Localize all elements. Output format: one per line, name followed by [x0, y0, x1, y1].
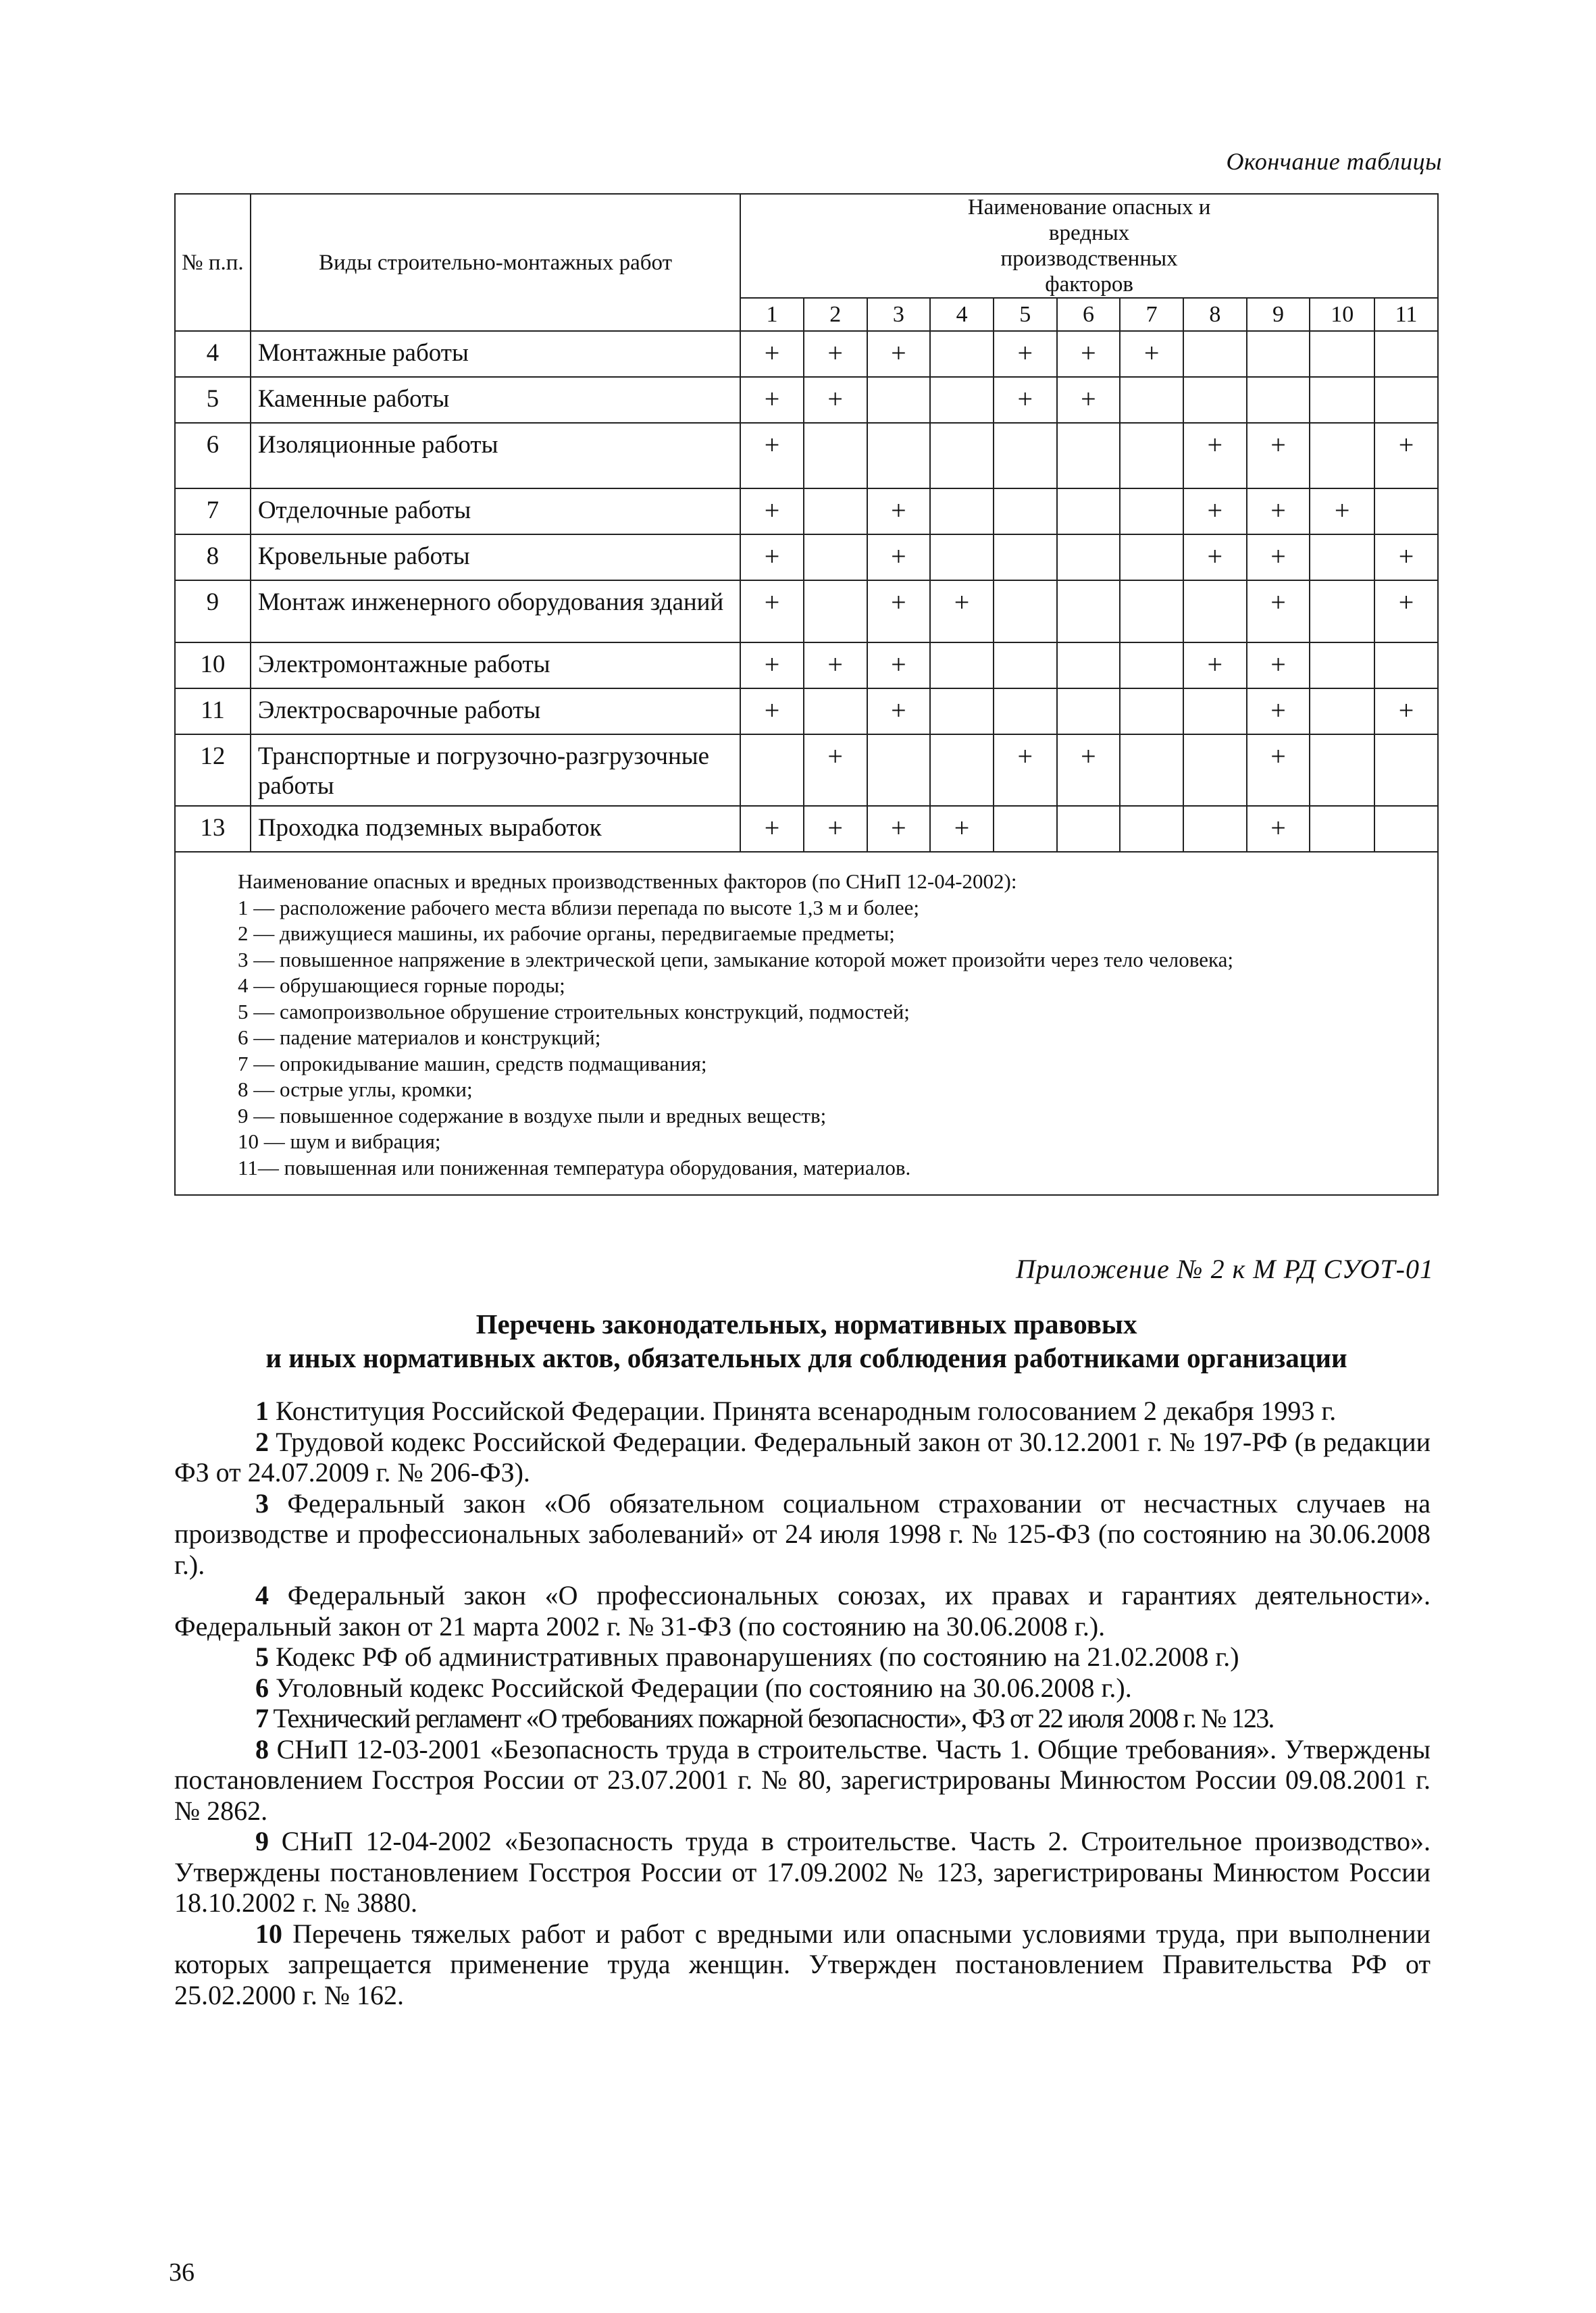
factor-mark-cell: [1374, 806, 1438, 852]
factor-mark-cell: [1120, 488, 1183, 534]
factor-mark-cell: [740, 734, 804, 806]
table-row: [175, 423, 1438, 488]
factor-mark-cell: [994, 806, 1057, 852]
legend-line: 7 — опрокидывание машин, средств подмащивания;: [238, 1051, 707, 1075]
factor-mark-cell: +: [804, 642, 867, 688]
factor-number-header: 9: [1247, 298, 1310, 331]
list-item: [174, 1488, 1431, 1581]
factor-mark-cell: +: [1247, 688, 1310, 734]
factor-mark-cell: [1057, 488, 1121, 534]
factor-mark-cell: [1247, 377, 1310, 423]
list-item: [174, 1396, 1431, 1427]
factor-mark-cell: [994, 534, 1057, 580]
legend-cell: [175, 852, 1438, 1195]
factor-mark-cell: [994, 642, 1057, 688]
factor-mark-cell: [1374, 377, 1438, 423]
factor-mark-cell: [930, 423, 994, 488]
factor-mark-cell: [994, 488, 1057, 534]
factor-mark-cell: [1310, 734, 1374, 806]
factor-mark-cell: +: [867, 806, 931, 852]
table-row: [175, 642, 1438, 688]
factor-mark-cell: [804, 423, 867, 488]
table-row: [175, 688, 1438, 734]
factor-mark-cell: [1057, 642, 1121, 688]
factor-number-header: 6: [1057, 298, 1121, 331]
factor-mark-cell: +: [867, 331, 931, 377]
factor-mark-cell: +: [740, 423, 804, 488]
row-number-cell: 4: [175, 331, 251, 377]
list-item-text: Трудовой кодекс Российской Федерации. Федеральный закон от 30.12.2001 г. № 197-РФ (в редакции ФЗ от 24.07.2009 г. № 206-ФЗ).: [174, 1426, 1431, 1488]
table-row: [175, 534, 1438, 580]
factor-mark-cell: [1310, 642, 1374, 688]
factor-number-header: 8: [1183, 298, 1247, 331]
factor-mark-cell: [1057, 688, 1121, 734]
row-number-cell: 8: [175, 534, 251, 580]
table-row: [175, 806, 1438, 852]
table-row: [175, 488, 1438, 534]
work-type-cell: Кровельные работы: [251, 534, 740, 580]
list-item-text: Федеральный закон «Об обязательном социальном страховании от несчастных случаев на производстве и профессиональных заболеваний» от 24 июля 1998 г. № 125-ФЗ (по состоянию на 30.06.2008 г.).: [174, 1488, 1431, 1580]
factor-mark-cell: [1183, 580, 1247, 642]
list-item-text: Перечень тяжелых работ и работ с вредными или опасными условиями труда, при выполнении которых запрещается применение труда женщин. Утвержден постановлением Правительства РФ от 25.02.2000 г. № 162.: [174, 1918, 1431, 2010]
list-item: [174, 1673, 1431, 1704]
factor-mark-cell: +: [1120, 331, 1183, 377]
factor-number-header: 3: [867, 298, 931, 331]
work-type-cell: Электросварочные работы: [251, 688, 740, 734]
list-item-number: 5: [255, 1642, 269, 1672]
list-item: [174, 1826, 1431, 1918]
list-item-number: 1: [255, 1396, 269, 1426]
document-title-line-1: Перечень законодательных, нормативных правовых: [475, 1308, 1137, 1340]
factor-mark-cell: +: [1057, 734, 1121, 806]
factor-mark-cell: [1120, 642, 1183, 688]
factor-mark-cell: +: [1057, 331, 1121, 377]
list-item-number: 7: [255, 1703, 268, 1733]
factor-mark-cell: +: [1374, 534, 1438, 580]
factor-mark-cell: [1374, 642, 1438, 688]
factor-mark-cell: [994, 423, 1057, 488]
factor-mark-cell: +: [994, 331, 1057, 377]
factor-mark-cell: +: [804, 331, 867, 377]
row-number-cell: 5: [175, 377, 251, 423]
factor-mark-cell: +: [740, 806, 804, 852]
hazard-factors-table: [174, 193, 1439, 1196]
work-type-cell: Монтаж инженерного оборудования зданий: [251, 580, 740, 642]
legend-line: 11— повышенная или пониженная температура оборудования, материалов.: [238, 1155, 911, 1179]
factor-mark-cell: [1310, 423, 1374, 488]
factor-mark-cell: +: [1374, 423, 1438, 488]
factor-number-header: 11: [1374, 298, 1438, 331]
factor-mark-cell: [1374, 734, 1438, 806]
factor-mark-cell: [930, 642, 994, 688]
row-number-cell: 6: [175, 423, 251, 488]
table-row: [175, 734, 1438, 806]
factor-mark-cell: [994, 688, 1057, 734]
factor-mark-cell: +: [1183, 488, 1247, 534]
factor-number-header: 2: [804, 298, 867, 331]
factor-mark-cell: +: [740, 688, 804, 734]
factor-mark-cell: [804, 580, 867, 642]
factor-mark-cell: +: [867, 534, 931, 580]
factor-mark-cell: [1120, 734, 1183, 806]
factor-number-header: 1: [740, 298, 804, 331]
appendix-label: Приложение № 2 к М РД СУОТ-01: [1016, 1254, 1434, 1284]
factor-mark-cell: [1120, 580, 1183, 642]
factor-mark-cell: +: [740, 488, 804, 534]
list-item-number: 8: [255, 1733, 269, 1764]
document-title: [174, 1307, 1439, 1375]
document-list: [174, 1396, 1431, 2010]
list-item: [174, 1580, 1431, 1642]
factor-mark-cell: +: [1247, 423, 1310, 488]
factor-number-header: 7: [1120, 298, 1183, 331]
legend-line: 2 — движущиеся машины, их рабочие органы, передвигаемые предметы;: [238, 921, 895, 945]
factor-mark-cell: +: [740, 377, 804, 423]
work-type-cell: Каменные работы: [251, 377, 740, 423]
list-item-text: СНиП 12-03-2001 «Безопасность труда в строительстве. Часть 1. Общие требования». Утверждены постановлением Госстроя России от 23.07.2001 г. № 80, зарегистрированы Минюстом России 09.08.2001 г. № 2862.: [174, 1733, 1431, 1826]
factor-mark-cell: +: [994, 734, 1057, 806]
factor-mark-cell: [1057, 580, 1121, 642]
factor-mark-cell: [1183, 734, 1247, 806]
list-item-number: 2: [255, 1426, 269, 1457]
factor-mark-cell: [1183, 806, 1247, 852]
table-row: [175, 331, 1438, 377]
continuation-note: Окончание таблицы: [1226, 148, 1442, 175]
factor-mark-cell: [1310, 806, 1374, 852]
factor-mark-cell: [1183, 331, 1247, 377]
table-header-row: [175, 194, 1438, 298]
list-item-number: 4: [255, 1580, 269, 1610]
factor-mark-cell: [1057, 423, 1121, 488]
row-number-cell: 9: [175, 580, 251, 642]
legend-line: 8 — острые углы, кромки;: [238, 1077, 473, 1101]
factor-mark-cell: [994, 580, 1057, 642]
factor-mark-cell: +: [930, 806, 994, 852]
factor-mark-cell: [930, 734, 994, 806]
factor-mark-cell: +: [1247, 734, 1310, 806]
row-number-cell: 7: [175, 488, 251, 534]
factor-mark-cell: [1183, 688, 1247, 734]
work-type-cell: Транспортные и погрузочно-разгрузочные работы: [251, 734, 740, 806]
legend-line: 4 — обрушающиеся горные породы;: [238, 973, 565, 997]
factor-number-header: 5: [994, 298, 1057, 331]
factor-mark-cell: +: [1247, 580, 1310, 642]
factor-mark-cell: +: [1183, 534, 1247, 580]
list-item: [174, 1703, 1431, 1734]
factor-mark-cell: +: [740, 642, 804, 688]
factor-mark-cell: [804, 688, 867, 734]
list-item: [174, 1734, 1431, 1827]
row-number-cell: 11: [175, 688, 251, 734]
factor-mark-cell: [1183, 377, 1247, 423]
page-number: 36: [169, 2258, 195, 2287]
factor-mark-cell: +: [1374, 688, 1438, 734]
factor-mark-cell: +: [930, 580, 994, 642]
factor-mark-cell: [930, 534, 994, 580]
factor-mark-cell: [1057, 534, 1121, 580]
list-item-text: Технический регламент «О требованиях пожарной безопасности», ФЗ от 22 июля 2008 г. № 123.: [273, 1703, 1274, 1733]
factor-mark-cell: +: [804, 377, 867, 423]
legend-line: 5 — самопроизвольное обрушение строительных конструкций, подмостей;: [238, 999, 910, 1023]
legend-line: 3 — повышенное напряжение в электрической цепи, замыкание которой может произойти через тело человека;: [238, 947, 1233, 971]
factor-number-header: 4: [930, 298, 994, 331]
factor-mark-cell: +: [867, 642, 931, 688]
legend-line: 1 — расположение рабочего места вблизи перепада по высоте 1,3 м и более;: [238, 895, 919, 919]
work-type-cell: Отделочные работы: [251, 488, 740, 534]
document-title-line-2: и иных нормативных актов, обязательных для соблюдения работниками организации: [265, 1342, 1347, 1373]
factor-mark-cell: [930, 377, 994, 423]
list-item-text: СНиП 12-04-2002 «Безопасность труда в строительстве. Часть 2. Строительное производство». Утверждены постановлением Госстроя России от 17.09.2002 № 123, зарегистрированы Минюстом России 18.10.2002 г. № 3880.: [174, 1826, 1431, 1918]
factor-mark-cell: [804, 488, 867, 534]
factor-mark-cell: +: [1183, 642, 1247, 688]
factor-mark-cell: [1247, 331, 1310, 377]
factor-mark-cell: [867, 377, 931, 423]
header-factors-group: Наименование опасных и вредных производственных факторов: [740, 194, 1438, 298]
factor-mark-cell: +: [740, 534, 804, 580]
factor-number-header: 10: [1310, 298, 1374, 331]
factor-mark-cell: [1120, 806, 1183, 852]
work-type-cell: Проходка подземных выработок: [251, 806, 740, 852]
factor-mark-cell: +: [740, 580, 804, 642]
list-item-number: 6: [255, 1672, 269, 1703]
factor-mark-cell: [1310, 580, 1374, 642]
factor-mark-cell: +: [804, 806, 867, 852]
work-type-cell: Монтажные работы: [251, 331, 740, 377]
factor-mark-cell: [1120, 377, 1183, 423]
factor-mark-cell: [1310, 331, 1374, 377]
factor-mark-cell: [1120, 534, 1183, 580]
list-item-number: 10: [255, 1918, 282, 1949]
factor-mark-cell: +: [1183, 423, 1247, 488]
row-number-cell: 12: [175, 734, 251, 806]
factor-mark-cell: +: [1247, 488, 1310, 534]
factor-mark-cell: [930, 331, 994, 377]
legend-line: Наименование опасных и вредных производственных факторов (по СНиП 12-04-2002):: [238, 869, 1017, 893]
factor-mark-cell: +: [1247, 642, 1310, 688]
list-item-text: Конституция Российской Федерации. Принята всенародным голосованием 2 декабря 1993 г.: [276, 1396, 1337, 1426]
table-row: [175, 377, 1438, 423]
factor-mark-cell: +: [1247, 806, 1310, 852]
factor-mark-cell: [1310, 534, 1374, 580]
factor-mark-cell: [1374, 331, 1438, 377]
factor-mark-cell: +: [1057, 377, 1121, 423]
factor-mark-cell: [867, 734, 931, 806]
table-row: [175, 580, 1438, 642]
factor-mark-cell: [1120, 688, 1183, 734]
work-type-cell: Изоляционные работы: [251, 423, 740, 488]
factor-mark-cell: [930, 488, 994, 534]
row-number-cell: 13: [175, 806, 251, 852]
legend-line: 9 — повышенное содержание в воздухе пыли и вредных веществ;: [238, 1103, 827, 1127]
factor-mark-cell: [1120, 423, 1183, 488]
list-item-text: Федеральный закон «О профессиональных союзах, их правах и гарантиях деятельности». Федеральный закон от 21 марта 2002 г. № 31-ФЗ (по состоянию на 30.06.2008 г.).: [174, 1580, 1431, 1642]
list-item-text: Кодекс РФ об административных правонарушениях (по состоянию на 21.02.2008 г.): [276, 1642, 1239, 1672]
factor-mark-cell: [1310, 688, 1374, 734]
factor-mark-cell: +: [867, 488, 931, 534]
legend-row: [175, 852, 1438, 1195]
factor-mark-cell: +: [1310, 488, 1374, 534]
legend-line: 6 — падение материалов и конструкций;: [238, 1025, 601, 1049]
factor-mark-cell: +: [867, 688, 931, 734]
list-item: [174, 1918, 1431, 2011]
factor-mark-cell: [1310, 377, 1374, 423]
factor-mark-cell: [867, 423, 931, 488]
list-item-number: 9: [255, 1826, 269, 1856]
work-type-cell: Электромонтажные работы: [251, 642, 740, 688]
list-item-text: Уголовный кодекс Российской Федерации (по состоянию на 30.06.2008 г.).: [276, 1672, 1132, 1703]
factor-mark-cell: [930, 688, 994, 734]
list-item-number: 3: [255, 1488, 269, 1519]
factor-mark-cell: +: [740, 331, 804, 377]
factor-mark-cell: +: [1374, 580, 1438, 642]
list-item: [174, 1427, 1431, 1488]
list-item: [174, 1642, 1431, 1673]
factor-mark-cell: [1057, 806, 1121, 852]
header-num: № п.п.: [175, 194, 251, 331]
factor-mark-cell: +: [1247, 534, 1310, 580]
row-number-cell: 10: [175, 642, 251, 688]
legend-line: 10 — шум и вибрация;: [238, 1129, 441, 1153]
factor-mark-cell: [1374, 488, 1438, 534]
header-works: Виды строительно-монтажных работ: [251, 194, 740, 331]
factor-mark-cell: [804, 534, 867, 580]
factor-mark-cell: +: [994, 377, 1057, 423]
factor-mark-cell: +: [804, 734, 867, 806]
factor-mark-cell: +: [867, 580, 931, 642]
